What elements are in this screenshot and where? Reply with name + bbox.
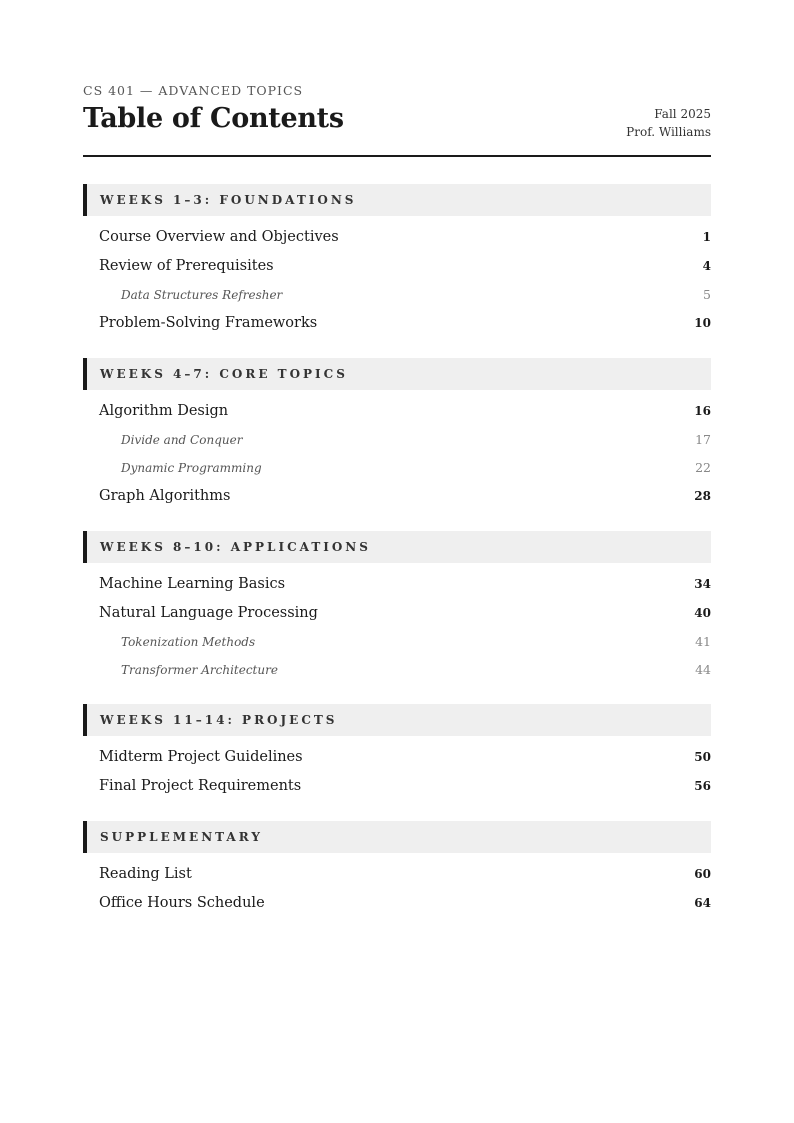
entry-title: Data Structures Refresher	[121, 288, 283, 302]
entry-page-number: 17	[695, 432, 711, 447]
entry-page-number: 50	[694, 750, 711, 764]
entry-page-number: 5	[703, 287, 711, 302]
page-title: Table of Contents	[83, 103, 344, 134]
entry-title: Reading List	[99, 866, 192, 882]
toc-subentry[interactable]	[83, 281, 711, 309]
entry-page-number: 22	[695, 460, 711, 475]
entry-title: Natural Language Processing	[99, 605, 318, 621]
entry-title: Machine Learning Basics	[99, 576, 286, 592]
course-meta	[626, 105, 711, 141]
toc-entry[interactable]	[83, 889, 711, 918]
entry-page-number: 16	[694, 404, 711, 418]
entry-title: Tokenization Methods	[121, 635, 256, 649]
toc-entry[interactable]	[83, 397, 711, 426]
entry-title: Course Overview and Objectives	[99, 229, 339, 245]
entry-title: Transformer Architecture	[121, 663, 278, 677]
entry-page-number: 1	[702, 230, 711, 244]
toc-entry[interactable]	[83, 860, 711, 889]
entry-page-number: 4	[702, 259, 711, 273]
entry-title: Dynamic Programming	[121, 461, 262, 475]
entry-title: Algorithm Design	[99, 403, 229, 419]
entry-title: Problem-Solving Frameworks	[99, 315, 318, 331]
toc-entry[interactable]	[83, 743, 711, 772]
entry-page-number: 56	[694, 779, 711, 793]
entry-page-number: 34	[694, 577, 711, 591]
entry-page-number: 41	[695, 634, 711, 649]
entry-page-number: 44	[695, 662, 711, 677]
section-heading: WEEKS 8–10: APPLICATIONS	[83, 531, 711, 563]
entry-title: Final Project Requirements	[99, 778, 302, 794]
toc-section	[83, 184, 711, 338]
table-of-contents	[83, 184, 711, 918]
page-header	[83, 0, 711, 157]
entry-page-number: 40	[694, 606, 711, 620]
entry-page-number: 64	[694, 896, 711, 910]
course-label: CS 401 — ADVANCED TOPICS	[83, 83, 304, 98]
section-heading: WEEKS 1–3: FOUNDATIONS	[83, 184, 711, 216]
entry-page-number: 28	[694, 489, 711, 503]
toc-section	[83, 358, 711, 511]
toc-subentry[interactable]	[83, 656, 711, 684]
entry-page-number: 60	[694, 867, 711, 881]
toc-section	[83, 704, 711, 801]
toc-subentry[interactable]	[83, 426, 711, 454]
entry-title: Midterm Project Guidelines	[99, 749, 303, 765]
toc-section	[83, 531, 711, 684]
entry-title: Review of Prerequisites	[99, 258, 274, 274]
toc-entry[interactable]	[83, 309, 711, 338]
toc-entry[interactable]	[83, 252, 711, 281]
instructor-label: Prof. Williams	[626, 125, 711, 139]
section-heading: WEEKS 11–14: PROJECTS	[83, 704, 711, 736]
entry-page-number: 10	[694, 316, 711, 330]
toc-subentry[interactable]	[83, 454, 711, 482]
entry-title: Graph Algorithms	[99, 488, 231, 504]
term-label: Fall 2025	[654, 107, 711, 121]
toc-entry[interactable]	[83, 482, 711, 511]
section-heading: WEEKS 4–7: CORE TOPICS	[83, 358, 711, 390]
toc-entry[interactable]	[83, 223, 711, 252]
toc-subentry[interactable]	[83, 628, 711, 656]
toc-entry[interactable]	[83, 599, 711, 628]
entry-title: Divide and Conquer	[121, 433, 243, 447]
toc-entry[interactable]	[83, 772, 711, 801]
entry-title: Office Hours Schedule	[99, 895, 265, 911]
section-heading: SUPPLEMENTARY	[83, 821, 711, 853]
toc-entry[interactable]	[83, 570, 711, 599]
toc-section	[83, 821, 711, 918]
